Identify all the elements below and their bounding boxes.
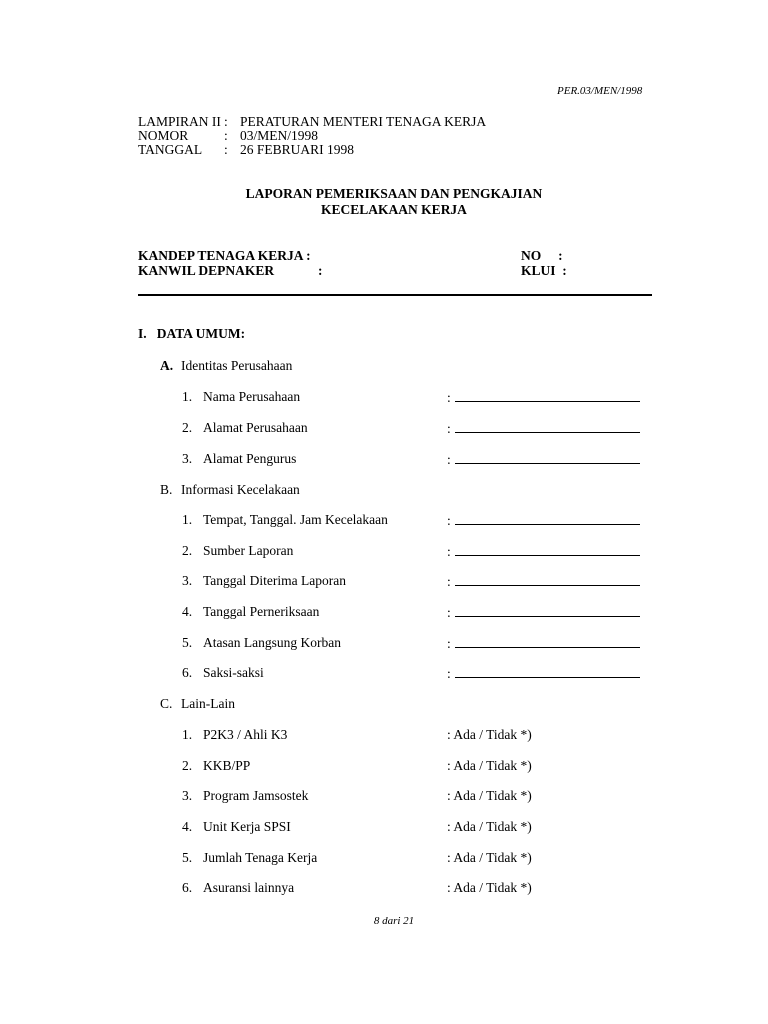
meta-label-lampiran: LAMPIRAN II bbox=[138, 114, 221, 129]
meta-label-tanggal: TANGGAL bbox=[138, 142, 203, 157]
field-colon: : bbox=[447, 665, 640, 682]
kanwil-label: KANWIL DEPNAKER bbox=[138, 263, 275, 278]
list-item-number: 6. bbox=[182, 665, 193, 680]
section-b-title: Informasi Kecelakaan bbox=[181, 482, 300, 497]
list-item-number: 2. bbox=[182, 543, 193, 558]
list-item-number: 5. bbox=[182, 850, 193, 865]
report-title-line2: KECELAKAAN KERJA bbox=[321, 202, 467, 217]
header-divider bbox=[138, 294, 652, 296]
field-colon: : bbox=[447, 451, 640, 468]
field-label-atasan-langsung: Atasan Langsung Korban bbox=[203, 635, 341, 650]
option-ada-tidak: : Ada / Tidak *) bbox=[447, 727, 532, 742]
klui-label: KLUI : bbox=[521, 263, 567, 278]
field-colon: : bbox=[447, 604, 640, 621]
field-colon: : bbox=[447, 573, 640, 590]
list-item-number: 3. bbox=[182, 451, 193, 466]
list-item-number: 1. bbox=[182, 512, 193, 527]
blank-line bbox=[455, 512, 640, 525]
field-label-tanggal-diterima: Tanggal Diterima Laporan bbox=[203, 573, 346, 588]
section-a-title: Identitas Perusahaan bbox=[181, 358, 293, 373]
list-item-number: 3. bbox=[182, 573, 193, 588]
meta-sep-nomor: : bbox=[224, 128, 228, 143]
blank-line bbox=[455, 665, 640, 678]
list-item-number: 5. bbox=[182, 635, 193, 650]
field-label-alamat-perusahaan: Alamat Perusahaan bbox=[203, 420, 308, 435]
field-label-p2k3: P2K3 / Ahli K3 bbox=[203, 727, 288, 742]
field-label-nama-perusahaan: Nama Perusahaan bbox=[203, 389, 301, 404]
field-label-tanggal-pemeriksaan: Tanggal Perneriksaan bbox=[203, 604, 320, 619]
kanwil-colon: : bbox=[318, 263, 323, 278]
field-colon: : bbox=[447, 420, 640, 437]
option-ada-tidak: : Ada / Tidak *) bbox=[447, 850, 532, 865]
blank-line bbox=[455, 543, 640, 556]
page-number: 8 dari 21 bbox=[373, 915, 415, 927]
option-ada-tidak: : Ada / Tidak *) bbox=[447, 819, 532, 834]
list-item-number: 2. bbox=[182, 758, 193, 773]
field-label-spsi: Unit Kerja SPSI bbox=[203, 819, 291, 834]
option-ada-tidak: : Ada / Tidak *) bbox=[447, 880, 532, 895]
list-item-number: 1. bbox=[182, 389, 193, 404]
blank-line bbox=[455, 389, 640, 402]
blank-line bbox=[455, 451, 640, 464]
document-reference: PER.03/MEN/1998 bbox=[557, 85, 643, 97]
field-label-tempat-tanggal-jam: Tempat, Tanggal. Jam Kecelakaan bbox=[203, 512, 388, 527]
field-label-asuransi: Asuransi lainnya bbox=[203, 880, 295, 895]
field-colon: : bbox=[447, 389, 640, 406]
blank-line bbox=[455, 420, 640, 433]
field-label-jumlah-tenaga-kerja: Jumlah Tenaga Kerja bbox=[203, 850, 318, 865]
field-label-kkb: KKB/PP bbox=[203, 758, 251, 773]
field-colon: : bbox=[447, 635, 640, 652]
meta-sep-tanggal: : bbox=[224, 142, 228, 157]
option-ada-tidak: : Ada / Tidak *) bbox=[447, 788, 532, 803]
no-label: NO : bbox=[521, 248, 563, 263]
meta-value-tanggal: 26 FEBRUARI 1998 bbox=[240, 142, 355, 157]
list-item-number: 3. bbox=[182, 788, 193, 803]
field-label-jamsostek: Program Jamsostek bbox=[203, 788, 309, 803]
blank-line bbox=[455, 604, 640, 617]
list-item-number: 4. bbox=[182, 819, 193, 834]
meta-value-nomor: 03/MEN/1998 bbox=[240, 128, 319, 143]
meta-sep-lampiran: : bbox=[224, 114, 228, 129]
list-item-number: 4. bbox=[182, 604, 193, 619]
section-a-letter: A. bbox=[160, 358, 174, 373]
option-ada-tidak: : Ada / Tidak *) bbox=[447, 758, 532, 773]
section-c-title: Lain-Lain bbox=[181, 696, 235, 711]
field-colon: : bbox=[447, 543, 640, 560]
meta-value-lampiran: PERATURAN MENTERI TENAGA KERJA bbox=[240, 114, 487, 129]
section-heading-data-umum: I. DATA UMUM: bbox=[138, 326, 246, 341]
list-item-number: 6. bbox=[182, 880, 193, 895]
report-title-line1: LAPORAN PEMERIKSAAN DAN PENGKAJIAN bbox=[245, 186, 543, 201]
list-item-number: 2. bbox=[182, 420, 193, 435]
section-c-letter: C. bbox=[160, 696, 173, 711]
blank-line bbox=[455, 635, 640, 648]
section-b-letter: B. bbox=[160, 482, 173, 497]
field-label-sumber-laporan: Sumber Laporan bbox=[203, 543, 294, 558]
list-item-number: 1. bbox=[182, 727, 193, 742]
kandep-label: KANDEP TENAGA KERJA : bbox=[138, 248, 311, 263]
field-colon: : bbox=[447, 512, 640, 529]
field-label-alamat-pengurus: Alamat Pengurus bbox=[203, 451, 297, 466]
blank-line bbox=[455, 573, 640, 586]
meta-label-nomor: NOMOR bbox=[138, 128, 189, 143]
field-label-saksi: Saksi-saksi bbox=[203, 665, 264, 680]
